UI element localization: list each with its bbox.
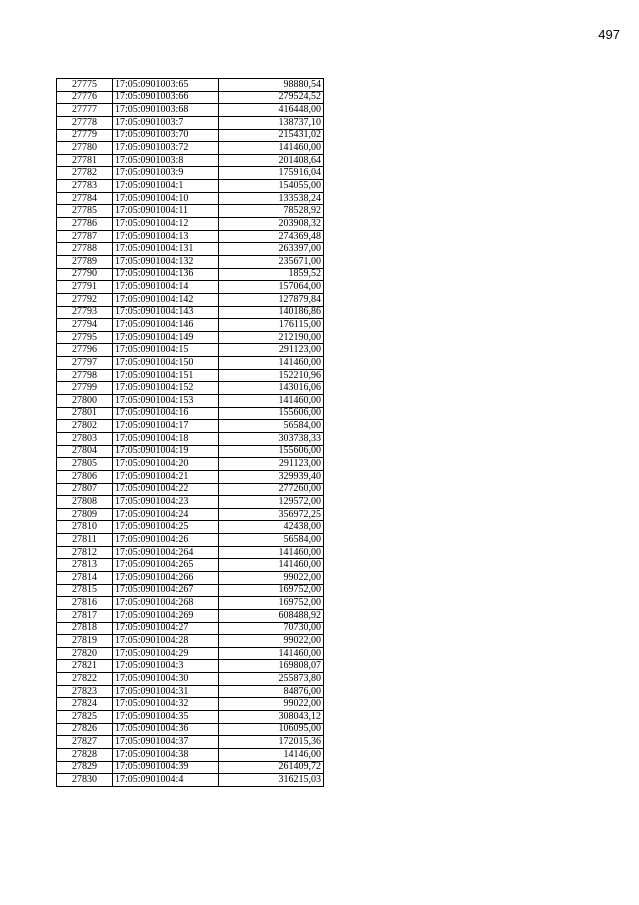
cadastral-value-cell: 303738,33 <box>219 432 324 445</box>
cadastral-value-cell: 141460,00 <box>219 546 324 559</box>
cadastral-number-cell: 17:05:0901004:28 <box>113 635 219 648</box>
cadastral-value-cell: 127879,84 <box>219 293 324 306</box>
cadastral-value-cell: 56584,00 <box>219 420 324 433</box>
cadastral-number-cell: 17:05:0901004:268 <box>113 597 219 610</box>
cadastral-value-cell: 263397,00 <box>219 243 324 256</box>
row-number-cell: 27816 <box>57 597 113 610</box>
row-number-cell: 27776 <box>57 91 113 104</box>
cadastral-number-cell: 17:05:0901004:29 <box>113 647 219 660</box>
cadastral-number-cell: 17:05:0901004:149 <box>113 331 219 344</box>
cadastral-value-cell: 129572,00 <box>219 496 324 509</box>
cadastral-number-cell: 17:05:0901004:39 <box>113 761 219 774</box>
table-row <box>57 331 324 344</box>
cadastral-value-cell: 157064,00 <box>219 281 324 294</box>
table-row <box>57 432 324 445</box>
row-number-cell: 27794 <box>57 319 113 332</box>
row-number-cell: 27783 <box>57 180 113 193</box>
table-row <box>57 268 324 281</box>
table-row <box>57 205 324 218</box>
table-row <box>57 154 324 167</box>
row-number-cell: 27826 <box>57 723 113 736</box>
cadastral-value-cell: 212190,00 <box>219 331 324 344</box>
row-number-cell: 27814 <box>57 571 113 584</box>
cadastral-number-cell: 17:05:0901004:14 <box>113 281 219 294</box>
cadastral-number-cell: 17:05:0901004:19 <box>113 445 219 458</box>
cadastral-number-cell: 17:05:0901004:21 <box>113 470 219 483</box>
cadastral-value-cell: 169752,00 <box>219 597 324 610</box>
table-row <box>57 622 324 635</box>
row-number-cell: 27828 <box>57 748 113 761</box>
table-row <box>57 129 324 142</box>
row-number-cell: 27817 <box>57 609 113 622</box>
table-row <box>57 711 324 724</box>
table-row <box>57 685 324 698</box>
row-number-cell: 27785 <box>57 205 113 218</box>
row-number-cell: 27787 <box>57 230 113 243</box>
table-row <box>57 306 324 319</box>
row-number-cell: 27812 <box>57 546 113 559</box>
row-number-cell: 27823 <box>57 685 113 698</box>
cadastral-value-cell: 152210,96 <box>219 369 324 382</box>
cadastral-value-cell: 155606,00 <box>219 445 324 458</box>
table-row <box>57 167 324 180</box>
cadastral-number-cell: 17:05:0901004:35 <box>113 711 219 724</box>
row-number-cell: 27786 <box>57 218 113 231</box>
table-row <box>57 407 324 420</box>
cadastral-number-cell: 17:05:0901004:267 <box>113 584 219 597</box>
cadastral-value-cell: 84876,00 <box>219 685 324 698</box>
cadastral-number-cell: 17:05:0901004:20 <box>113 458 219 471</box>
cadastral-value-cell: 291123,00 <box>219 458 324 471</box>
table-row <box>57 116 324 129</box>
table-row <box>57 483 324 496</box>
row-number-cell: 27810 <box>57 521 113 534</box>
table-row <box>57 470 324 483</box>
row-number-cell: 27822 <box>57 673 113 686</box>
table-row <box>57 91 324 104</box>
cadastral-value-cell: 99022,00 <box>219 698 324 711</box>
cadastral-value-cell: 78528,92 <box>219 205 324 218</box>
cadastral-value-cell: 1859,52 <box>219 268 324 281</box>
cadastral-number-cell: 17:05:0901004:132 <box>113 255 219 268</box>
table-row <box>57 142 324 155</box>
cadastral-number-cell: 17:05:0901004:18 <box>113 432 219 445</box>
row-number-cell: 27779 <box>57 129 113 142</box>
cadastral-number-cell: 17:05:0901004:25 <box>113 521 219 534</box>
cadastral-number-cell: 17:05:0901004:13 <box>113 230 219 243</box>
cadastral-number-cell: 17:05:0901003:9 <box>113 167 219 180</box>
cadastral-value-table <box>56 78 324 787</box>
row-number-cell: 27777 <box>57 104 113 117</box>
row-number-cell: 27799 <box>57 382 113 395</box>
row-number-cell: 27809 <box>57 508 113 521</box>
cadastral-number-cell: 17:05:0901004:36 <box>113 723 219 736</box>
cadastral-value-cell: 56584,00 <box>219 534 324 547</box>
table-row <box>57 736 324 749</box>
table-row <box>57 230 324 243</box>
cadastral-value-cell: 176115,00 <box>219 319 324 332</box>
row-number-cell: 27789 <box>57 255 113 268</box>
table-row <box>57 723 324 736</box>
table-row <box>57 369 324 382</box>
table-row <box>57 673 324 686</box>
cadastral-value-cell: 70730,00 <box>219 622 324 635</box>
cadastral-value-cell: 141460,00 <box>219 559 324 572</box>
table-row <box>57 647 324 660</box>
table-row <box>57 496 324 509</box>
cadastral-number-cell: 17:05:0901003:66 <box>113 91 219 104</box>
cadastral-number-cell: 17:05:0901004:151 <box>113 369 219 382</box>
row-number-cell: 27800 <box>57 395 113 408</box>
row-number-cell: 27805 <box>57 458 113 471</box>
cadastral-value-cell: 172015,36 <box>219 736 324 749</box>
table-row <box>57 534 324 547</box>
cadastral-value-cell: 154055,00 <box>219 180 324 193</box>
cadastral-number-cell: 17:05:0901004:143 <box>113 306 219 319</box>
table-row <box>57 344 324 357</box>
row-number-cell: 27819 <box>57 635 113 648</box>
cadastral-value-cell: 215431,02 <box>219 129 324 142</box>
cadastral-number-cell: 17:05:0901004:37 <box>113 736 219 749</box>
table-row <box>57 192 324 205</box>
cadastral-number-cell: 17:05:0901004:24 <box>113 508 219 521</box>
table-row <box>57 243 324 256</box>
cadastral-value-cell: 308043,12 <box>219 711 324 724</box>
row-number-cell: 27796 <box>57 344 113 357</box>
table-row <box>57 508 324 521</box>
row-number-cell: 27825 <box>57 711 113 724</box>
cadastral-number-cell: 17:05:0901004:150 <box>113 357 219 370</box>
row-number-cell: 27820 <box>57 647 113 660</box>
row-number-cell: 27788 <box>57 243 113 256</box>
row-number-cell: 27793 <box>57 306 113 319</box>
table-row <box>57 597 324 610</box>
cadastral-number-cell: 17:05:0901004:3 <box>113 660 219 673</box>
table-row <box>57 521 324 534</box>
row-number-cell: 27801 <box>57 407 113 420</box>
row-number-cell: 27803 <box>57 432 113 445</box>
cadastral-number-cell: 17:05:0901004:23 <box>113 496 219 509</box>
cadastral-number-cell: 17:05:0901004:136 <box>113 268 219 281</box>
row-number-cell: 27830 <box>57 774 113 787</box>
table-row <box>57 458 324 471</box>
row-number-cell: 27791 <box>57 281 113 294</box>
cadastral-number-cell: 17:05:0901003:65 <box>113 79 219 92</box>
cadastral-value-cell: 235671,00 <box>219 255 324 268</box>
row-number-cell: 27804 <box>57 445 113 458</box>
cadastral-value-cell: 329939,40 <box>219 470 324 483</box>
cadastral-number-cell: 17:05:0901004:10 <box>113 192 219 205</box>
cadastral-value-cell: 261409,72 <box>219 761 324 774</box>
cadastral-value-cell: 175916,04 <box>219 167 324 180</box>
row-number-cell: 27808 <box>57 496 113 509</box>
table-row <box>57 748 324 761</box>
cadastral-value-cell: 98880,54 <box>219 79 324 92</box>
cadastral-number-cell: 17:05:0901004:4 <box>113 774 219 787</box>
cadastral-value-cell: 141460,00 <box>219 357 324 370</box>
cadastral-value-cell: 14146,00 <box>219 748 324 761</box>
table-row <box>57 79 324 92</box>
row-number-cell: 27780 <box>57 142 113 155</box>
cadastral-value-cell: 416448,00 <box>219 104 324 117</box>
table-row <box>57 584 324 597</box>
table-row <box>57 571 324 584</box>
row-number-cell: 27821 <box>57 660 113 673</box>
cadastral-value-cell: 99022,00 <box>219 635 324 648</box>
row-number-cell: 27815 <box>57 584 113 597</box>
cadastral-number-cell: 17:05:0901004:152 <box>113 382 219 395</box>
table-row <box>57 395 324 408</box>
table-row <box>57 255 324 268</box>
cadastral-value-cell: 277260,00 <box>219 483 324 496</box>
cadastral-value-cell: 143016,06 <box>219 382 324 395</box>
cadastral-number-cell: 17:05:0901004:153 <box>113 395 219 408</box>
cadastral-value-cell: 608488,92 <box>219 609 324 622</box>
cadastral-value-cell: 316215,03 <box>219 774 324 787</box>
cadastral-number-cell: 17:05:0901004:30 <box>113 673 219 686</box>
row-number-cell: 27798 <box>57 369 113 382</box>
row-number-cell: 27797 <box>57 357 113 370</box>
table-row <box>57 660 324 673</box>
table-row <box>57 293 324 306</box>
row-number-cell: 27806 <box>57 470 113 483</box>
cadastral-number-cell: 17:05:0901004:264 <box>113 546 219 559</box>
table-row <box>57 218 324 231</box>
cadastral-number-cell: 17:05:0901003:72 <box>113 142 219 155</box>
cadastral-value-cell: 169808,07 <box>219 660 324 673</box>
cadastral-value-cell: 140186,86 <box>219 306 324 319</box>
cadastral-number-cell: 17:05:0901004:38 <box>113 748 219 761</box>
table-row <box>57 698 324 711</box>
row-number-cell: 27824 <box>57 698 113 711</box>
table-row <box>57 635 324 648</box>
table-body <box>57 79 324 787</box>
cadastral-number-cell: 17:05:0901004:266 <box>113 571 219 584</box>
cadastral-number-cell: 17:05:0901004:12 <box>113 218 219 231</box>
table-row <box>57 761 324 774</box>
row-number-cell: 27775 <box>57 79 113 92</box>
cadastral-number-cell: 17:05:0901004:142 <box>113 293 219 306</box>
cadastral-number-cell: 17:05:0901004:27 <box>113 622 219 635</box>
cadastral-value-cell: 169752,00 <box>219 584 324 597</box>
cadastral-number-cell: 17:05:0901004:265 <box>113 559 219 572</box>
cadastral-number-cell: 17:05:0901004:15 <box>113 344 219 357</box>
row-number-cell: 27813 <box>57 559 113 572</box>
cadastral-number-cell: 17:05:0901004:31 <box>113 685 219 698</box>
row-number-cell: 27802 <box>57 420 113 433</box>
table-row <box>57 420 324 433</box>
table-row <box>57 445 324 458</box>
table-row <box>57 319 324 332</box>
table-row <box>57 104 324 117</box>
cadastral-number-cell: 17:05:0901004:32 <box>113 698 219 711</box>
cadastral-value-cell: 42438,00 <box>219 521 324 534</box>
table-row <box>57 382 324 395</box>
cadastral-number-cell: 17:05:0901003:8 <box>113 154 219 167</box>
cadastral-number-cell: 17:05:0901004:22 <box>113 483 219 496</box>
row-number-cell: 27807 <box>57 483 113 496</box>
cadastral-value-cell: 155606,00 <box>219 407 324 420</box>
cadastral-number-cell: 17:05:0901004:26 <box>113 534 219 547</box>
row-number-cell: 27792 <box>57 293 113 306</box>
cadastral-number-cell: 17:05:0901004:1 <box>113 180 219 193</box>
table-row <box>57 609 324 622</box>
cadastral-number-cell: 17:05:0901004:269 <box>113 609 219 622</box>
table-row <box>57 774 324 787</box>
cadastral-number-cell: 17:05:0901004:16 <box>113 407 219 420</box>
cadastral-number-cell: 17:05:0901003:68 <box>113 104 219 117</box>
row-number-cell: 27778 <box>57 116 113 129</box>
cadastral-value-cell: 106095,00 <box>219 723 324 736</box>
cadastral-value-cell: 291123,00 <box>219 344 324 357</box>
row-number-cell: 27827 <box>57 736 113 749</box>
cadastral-value-cell: 203908,32 <box>219 218 324 231</box>
cadastral-value-cell: 141460,00 <box>219 647 324 660</box>
cadastral-number-cell: 17:05:0901004:17 <box>113 420 219 433</box>
cadastral-value-cell: 356972,25 <box>219 508 324 521</box>
table-row <box>57 357 324 370</box>
cadastral-value-cell: 255873,80 <box>219 673 324 686</box>
cadastral-value-cell: 138737,10 <box>219 116 324 129</box>
cadastral-value-cell: 141460,00 <box>219 142 324 155</box>
cadastral-number-cell: 17:05:0901004:146 <box>113 319 219 332</box>
cadastral-value-cell: 141460,00 <box>219 395 324 408</box>
cadastral-number-cell: 17:05:0901003:7 <box>113 116 219 129</box>
page-number: 497 <box>598 27 620 42</box>
cadastral-value-cell: 201408,64 <box>219 154 324 167</box>
table-row <box>57 180 324 193</box>
row-number-cell: 27818 <box>57 622 113 635</box>
row-number-cell: 27811 <box>57 534 113 547</box>
cadastral-value-cell: 274369,48 <box>219 230 324 243</box>
cadastral-number-cell: 17:05:0901004:131 <box>113 243 219 256</box>
row-number-cell: 27829 <box>57 761 113 774</box>
row-number-cell: 27781 <box>57 154 113 167</box>
cadastral-value-cell: 133538,24 <box>219 192 324 205</box>
table-row <box>57 559 324 572</box>
table-row <box>57 546 324 559</box>
table-row <box>57 281 324 294</box>
row-number-cell: 27782 <box>57 167 113 180</box>
cadastral-number-cell: 17:05:0901004:11 <box>113 205 219 218</box>
row-number-cell: 27784 <box>57 192 113 205</box>
row-number-cell: 27790 <box>57 268 113 281</box>
cadastral-value-cell: 99022,00 <box>219 571 324 584</box>
cadastral-number-cell: 17:05:0901003:70 <box>113 129 219 142</box>
row-number-cell: 27795 <box>57 331 113 344</box>
cadastral-value-cell: 279524,52 <box>219 91 324 104</box>
